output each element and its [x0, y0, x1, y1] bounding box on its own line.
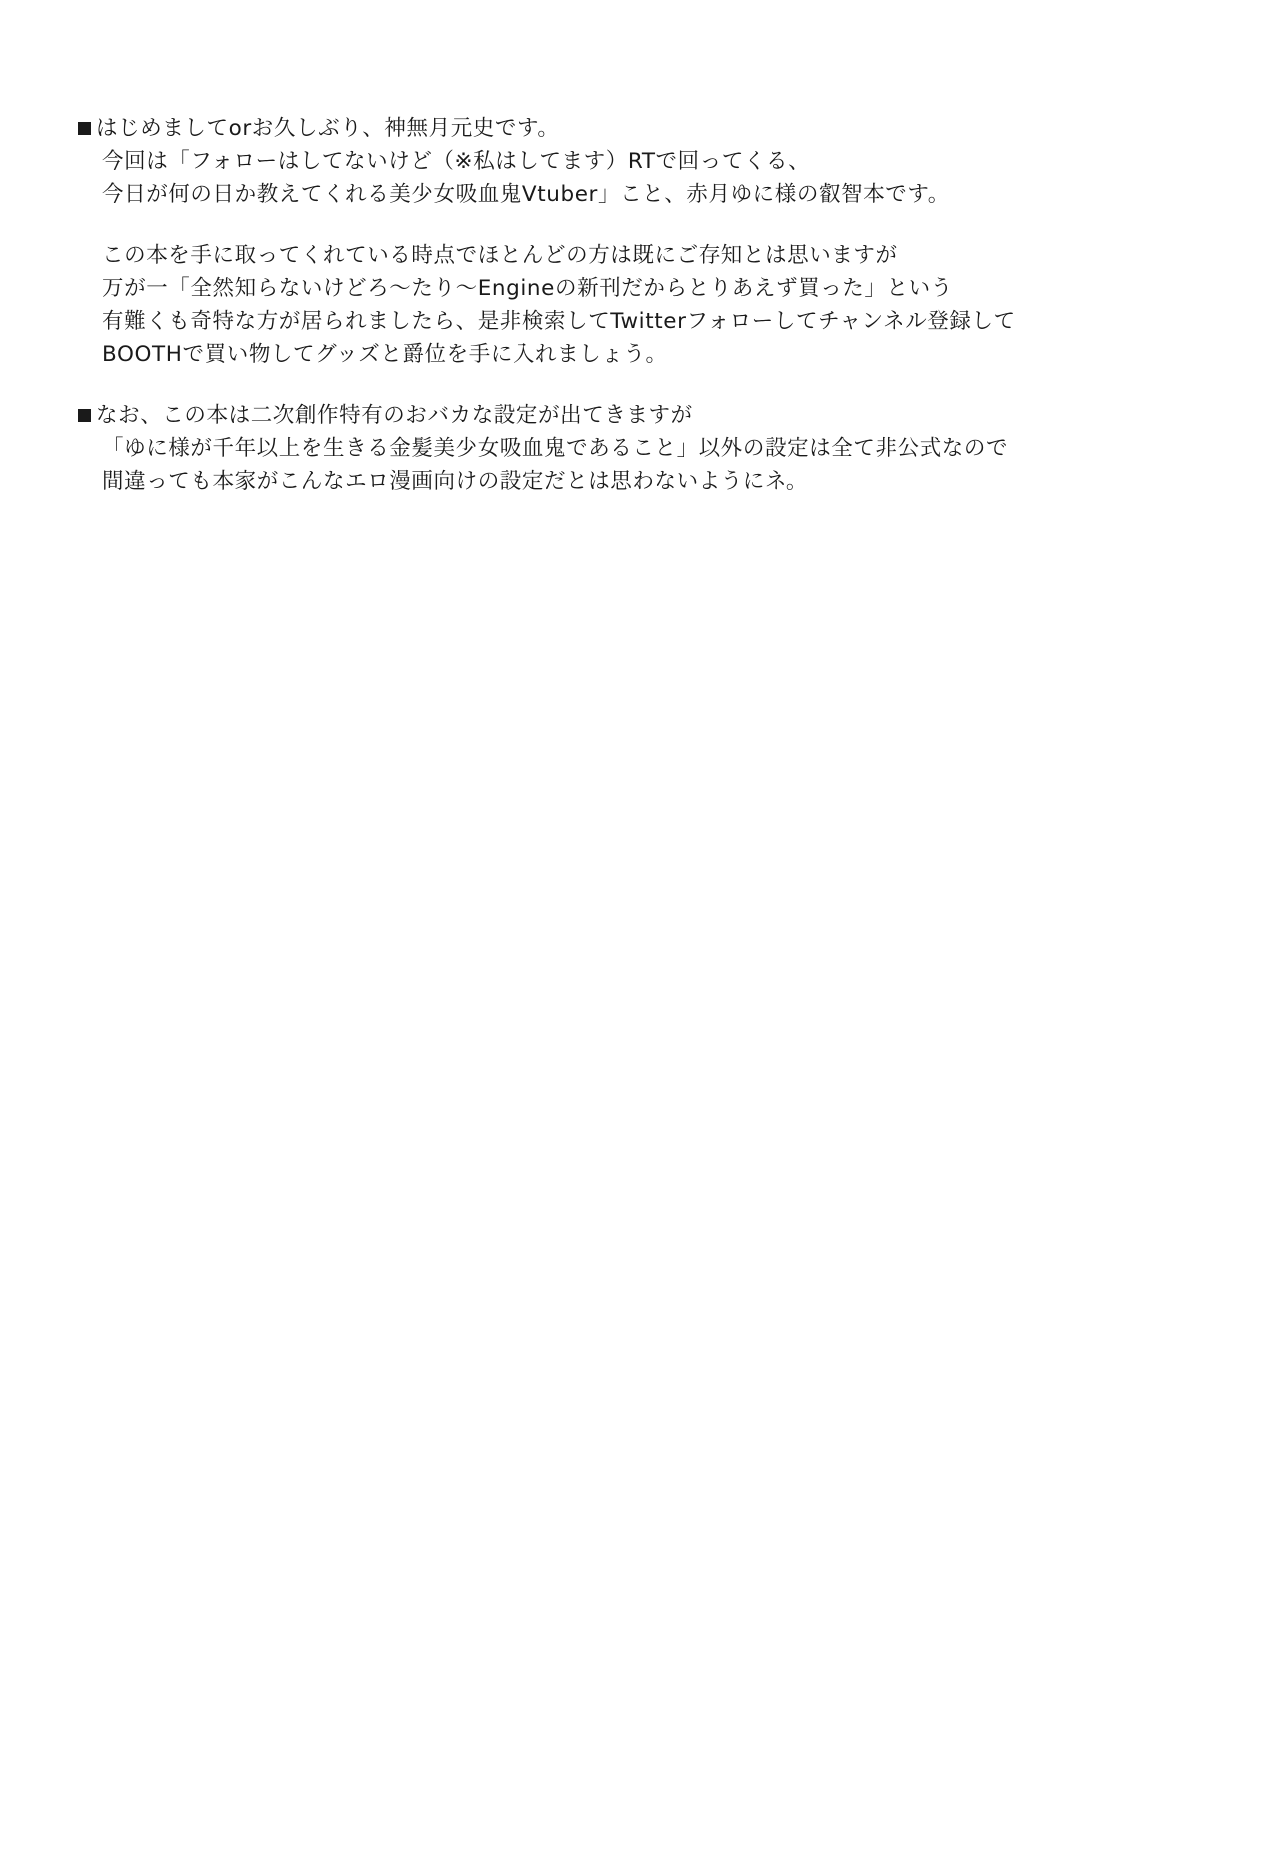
afterword-text-body	[78, 112, 1168, 498]
square-bullet-icon	[78, 409, 91, 422]
text-line: 万が一「全然知らないけどろ～たり～Engineの新刊だからとりあえず買った」という	[102, 276, 953, 301]
afterword-block-intro	[78, 112, 1168, 211]
text-line: 今回は「フォローはしてないけど（※私はしてます）RTで回ってくる、	[102, 149, 811, 174]
text-line: 間違っても本家がこんなエロ漫画向けの設定だとは思わないようにネ。	[102, 469, 808, 494]
afterword-block-body	[78, 239, 1168, 371]
text-line: この本を手に取ってくれている時点でほとんどの方は既にご存知とは思いますが	[102, 243, 898, 268]
afterword-block-notice	[78, 399, 1168, 498]
text-line: 今日が何の日か教えてくれる美少女吸血鬼Vtuber」こと、赤月ゆに様の叡智本です。	[102, 182, 950, 207]
text-line: BOOTHで買い物してグッズと爵位を手に入れましょう。	[102, 342, 668, 367]
square-bullet-icon	[78, 122, 91, 135]
bulleted-line	[78, 112, 1168, 145]
text-line: はじめましてorお久しぶり、神無月元史です。	[96, 116, 560, 141]
text-line: なお、この本は二次創作特有のおバカな設定が出てきますが	[96, 403, 693, 428]
text-line: 有難くも奇特な方が居られましたら、是非検索してTwitterフォローしてチャンネル登録して	[102, 309, 1016, 334]
bulleted-line	[78, 399, 1168, 432]
text-line: 「ゆに様が千年以上を生きる金髪美少女吸血鬼であること」以外の設定は全て非公式なので	[102, 436, 1009, 461]
